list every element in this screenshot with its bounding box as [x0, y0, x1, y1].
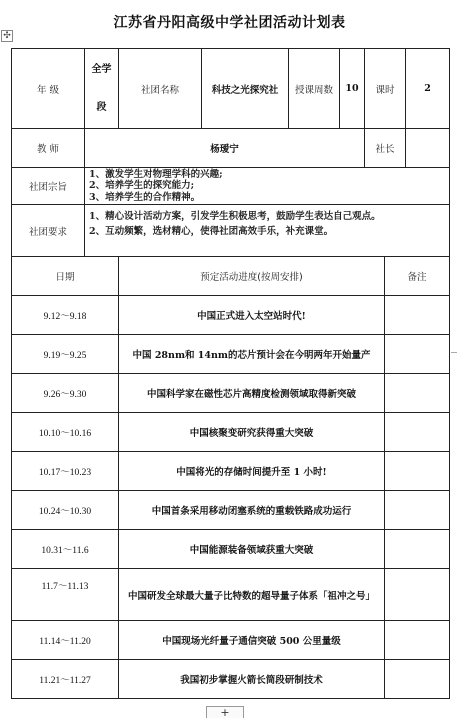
purpose-item: 1、激发学生对物理学科的兴趣; [89, 168, 223, 180]
document-title: 江苏省丹阳高级中学社团活动计划表 [113, 15, 346, 31]
table-row [12, 335, 450, 374]
table-row [12, 413, 450, 452]
schedule-date: 10.31～11.6 [12, 530, 119, 569]
purpose-item: 2、培养学生的探究能力; [89, 180, 195, 192]
table-row [12, 660, 450, 699]
teacher-label: 教 师 [12, 129, 85, 168]
grade-value-line: 段 [96, 101, 107, 113]
schedule-date: 9.19～9.25 [12, 335, 119, 374]
schedule-note [385, 296, 450, 335]
schedule-header-row [12, 257, 450, 296]
row-resize-marker [451, 352, 457, 353]
requirement-item: 1、精心设计活动方案，引发学生积极思考，鼓励学生表达自己观点。 [89, 211, 381, 222]
table-row [12, 296, 450, 335]
schedule-date: 11.21～11.27 [12, 660, 119, 699]
requirements-list [85, 205, 450, 257]
purpose-item: 3、培养学生的合作精神。 [89, 191, 201, 203]
grade-label: 年 级 [12, 49, 85, 129]
schedule-content: 中国现场光纤量子通信突破 500 公里量级 [119, 621, 385, 660]
schedule-date: 11.7～11.13 [12, 569, 119, 621]
activity-plan-table [11, 48, 450, 699]
schedule-content: 中国研发全球最大量子比特数的超导量子体系「祖冲之号」 [119, 569, 385, 621]
table-row [12, 621, 450, 660]
hours-label: 课时 [365, 49, 406, 129]
schedule-note [385, 413, 450, 452]
info-row-purpose [12, 168, 450, 205]
schedule-content: 中国 28nm和 14nm的芯片预计会在今明两年开始量产 [119, 335, 385, 374]
schedule-note [385, 374, 450, 413]
info-row-grade [12, 49, 450, 129]
hours-value: 2 [406, 49, 450, 129]
schedule-note [385, 569, 450, 621]
note-column-header: 备注 [385, 257, 450, 296]
table-row [12, 569, 450, 621]
schedule-note [385, 452, 450, 491]
grade-value-line: 全学 [91, 63, 112, 75]
content-column-header: 预定活动进度(按周安排) [119, 257, 385, 296]
club-name-value: 科技之光探究社 [202, 49, 289, 129]
purpose-label: 社团宗旨 [12, 168, 85, 205]
table-row [12, 452, 450, 491]
info-row-requirements [12, 205, 450, 257]
schedule-note [385, 530, 450, 569]
schedule-date: 10.17～10.23 [12, 452, 119, 491]
table-row [12, 374, 450, 413]
schedule-date: 11.14～11.20 [12, 621, 119, 660]
schedule-date: 9.12～9.18 [12, 296, 119, 335]
table-move-handle[interactable]: ✣ [1, 30, 13, 42]
table-row [12, 491, 450, 530]
leader-label: 社长 [365, 129, 406, 168]
requirement-item: 2、互动频繁，选材精心，使得社团高效手乐，补充课堂。 [89, 226, 334, 237]
info-row-teacher [12, 129, 450, 168]
date-column-header: 日期 [12, 257, 119, 296]
add-row-button[interactable]: + [206, 706, 244, 718]
table-row [12, 530, 450, 569]
weeks-value: 10 [340, 49, 365, 129]
schedule-content: 中国能源装备领域获重大突破 [119, 530, 385, 569]
requirements-label: 社团要求 [12, 205, 85, 257]
schedule-content: 中国首条采用移动闭塞系统的重载铁路成功运行 [119, 491, 385, 530]
leader-value [406, 129, 450, 168]
schedule-note [385, 335, 450, 374]
club-name-label: 社团名称 [119, 49, 202, 129]
schedule-date: 9.26～9.30 [12, 374, 119, 413]
weeks-label: 授课周数 [289, 49, 340, 129]
schedule-content: 中国将光的存储时间提升至 1 小时! [119, 452, 385, 491]
schedule-note [385, 660, 450, 699]
schedule-content: 中国核聚变研究获得重大突破 [119, 413, 385, 452]
schedule-content: 我国初步掌握火箭长筒段研制技术 [119, 660, 385, 699]
schedule-note [385, 491, 450, 530]
grade-value [85, 49, 119, 129]
schedule-date: 10.24～10.30 [12, 491, 119, 530]
teacher-value: 杨瑷宁 [85, 129, 365, 168]
schedule-date: 10.10～10.16 [12, 413, 119, 452]
schedule-content: 中国科学家在磁性芯片高精度检测领域取得新突破 [119, 374, 385, 413]
purpose-list [85, 168, 450, 205]
schedule-note [385, 621, 450, 660]
schedule-content: 中国正式进入太空站时代! [119, 296, 385, 335]
